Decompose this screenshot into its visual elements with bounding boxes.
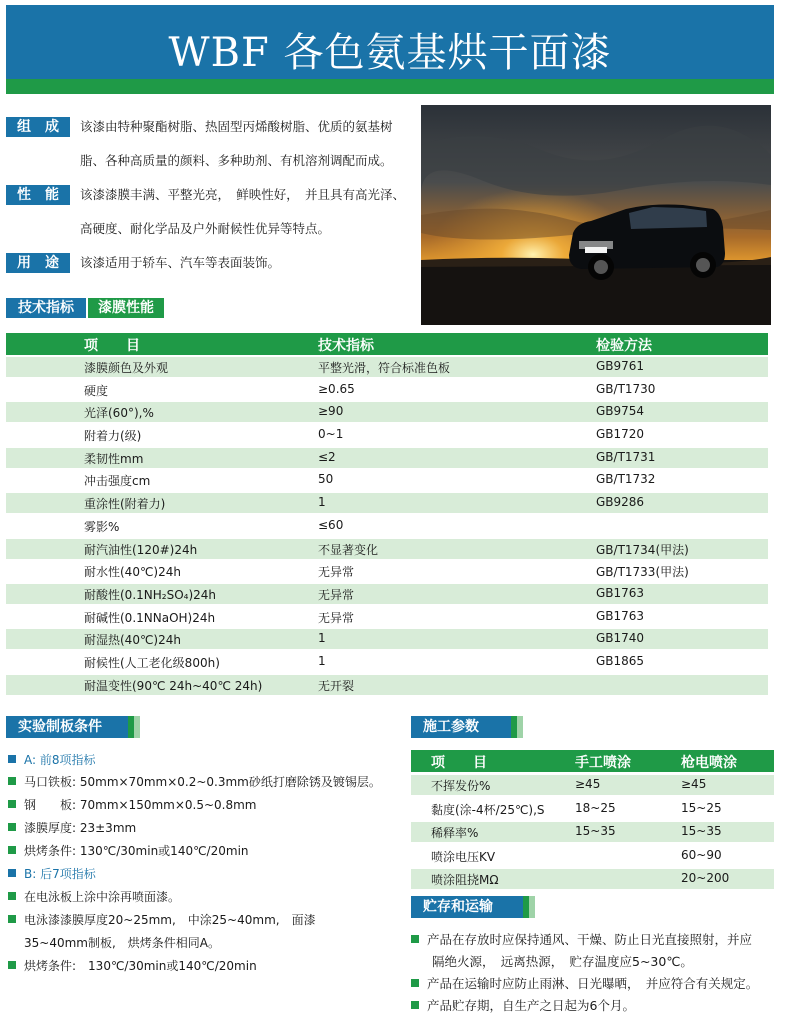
spec-cell-method: GB/T1730 xyxy=(596,381,656,396)
spec-cell-method: GB1763 xyxy=(596,585,645,600)
spec-cell-item: 耐汽油性(120#)24h xyxy=(84,542,198,557)
bullet-square-icon xyxy=(411,1001,419,1009)
spec-header-method: 检验方法 xyxy=(596,338,652,354)
bullet-square-icon xyxy=(8,800,16,808)
spec-cell-method: GB1865 xyxy=(596,653,645,668)
construction-title-accent-light xyxy=(517,716,523,738)
spec-cell-index: ≥0.65 xyxy=(318,381,355,396)
construction-cell-gun: 15~25 xyxy=(681,800,722,815)
spec-cell-method: GB/T1734(甲法) xyxy=(596,542,689,557)
bullet-square-icon xyxy=(8,961,16,969)
construction-section-title: 施工参数 xyxy=(411,716,511,738)
construction-table-row xyxy=(411,822,774,842)
construction-cell-manual: ≥45 xyxy=(575,777,601,791)
spec-cell-item: 附着力(级) xyxy=(84,429,142,444)
lab-b-item: 在电泳板上涂中涂再喷面漆。 xyxy=(8,889,180,905)
lab-a-item: 马口铁板: 50mm×70mm×0.2~0.3mm砂纸打磨除锈及镀锡层。 xyxy=(8,774,381,790)
spec-cell-index: 0~1 xyxy=(318,427,344,442)
construction-header-gun: 枪电喷涂 xyxy=(681,755,737,771)
bullet-square-icon xyxy=(411,935,419,943)
tab-tech-index: 技术指标 xyxy=(6,298,86,318)
lab-b-item: 电泳漆漆膜厚度20~25mm, 中涂25~40mm, 面漆 xyxy=(8,912,316,928)
construction-table-row xyxy=(411,846,774,866)
spec-table-row xyxy=(6,402,768,422)
spec-cell-item: 漆膜颜色及外观 xyxy=(84,361,169,375)
spec-cell-method: GB1720 xyxy=(596,427,645,442)
storage-item: 产品在存放时应保持通风、干燥、防止日光直接照射，并应 xyxy=(411,929,752,951)
lab-b-item-cont: 35~40mm制板, 烘烤条件相同A。 xyxy=(24,936,220,950)
spec-cell-index: 无异常 xyxy=(318,587,355,602)
usage-text: 该漆适用于轿车、汽车等表面装饰。 xyxy=(80,255,281,270)
composition-text: 该漆由特种聚酯树脂、热固型丙烯酸树脂、优质的氨基树 脂、各种高质量的颜料、多种助剂、有机溶剂调配而成。 xyxy=(80,119,393,168)
composition-label: 组 成 xyxy=(6,117,70,137)
bullet-square-icon xyxy=(8,892,16,900)
lab-a-item: 钢 板: 70mm×150mm×0.5~0.8mm xyxy=(8,797,257,813)
spec-cell-item: 耐碱性(0.1NNaOH)24h xyxy=(84,610,216,625)
lab-title-accent-light xyxy=(134,716,140,738)
spec-cell-item: 耐酸性(0.1NH₂SO₄)24h xyxy=(84,587,217,602)
storage-item: 产品在运输时应防止雨淋、日光曝晒， 并应符合有关规定。 xyxy=(411,973,758,995)
construction-table-row xyxy=(411,869,774,889)
spec-cell-index: ≤2 xyxy=(318,449,336,464)
header-green-strip xyxy=(6,79,774,94)
spec-table-header xyxy=(6,333,768,355)
bullet-square-icon xyxy=(8,846,16,854)
construction-cell-item: 喷涂阻挠MΩ xyxy=(431,873,499,887)
spec-cell-item: 光泽(60°),% xyxy=(84,406,154,421)
car-sunset-photo xyxy=(421,105,771,325)
spec-cell-item: 重涂性(附着力) xyxy=(84,497,166,512)
lab-a-title: A: 前8项指标 xyxy=(8,752,96,768)
construction-cell-gun: 15~35 xyxy=(681,824,722,838)
bullet-square-icon xyxy=(8,823,16,831)
construction-table-row xyxy=(411,799,774,819)
spec-cell-index: ≥90 xyxy=(318,404,344,419)
construction-cell-item: 黏度(涂-4杯/25℃),S xyxy=(431,802,545,817)
construction-cell-gun: ≥45 xyxy=(681,777,707,791)
spec-table-row xyxy=(6,607,768,627)
spec-cell-item: 冲击强度cm xyxy=(84,474,151,489)
spec-table-row xyxy=(6,425,768,445)
storage-section-title: 贮存和运输 xyxy=(411,896,523,918)
tab-film-performance: 漆膜性能 xyxy=(88,298,164,318)
lab-b-item: 烘烤条件: 130℃/30min或140℃/20min xyxy=(8,958,257,974)
spec-cell-index: 无开裂 xyxy=(318,678,355,693)
spec-table-row xyxy=(6,675,768,695)
spec-table-row xyxy=(6,629,768,649)
spec-cell-index: ≤60 xyxy=(318,517,344,532)
spec-table-row xyxy=(6,652,768,672)
construction-cell-item: 不挥发份% xyxy=(431,779,491,793)
spec-cell-item: 雾影% xyxy=(84,519,120,534)
spec-table-row xyxy=(6,380,768,400)
construction-cell-gun: 20~200 xyxy=(681,871,730,885)
spec-table-row xyxy=(6,357,768,377)
car-photo-illustration xyxy=(421,105,771,325)
spec-cell-method: GB/T1732 xyxy=(596,472,656,487)
lab-a-item: 烘烤条件: 130℃/30min或140℃/20min xyxy=(8,843,249,859)
spec-table-row xyxy=(6,584,768,604)
bullet-square-icon xyxy=(8,869,16,877)
construction-cell-item: 稀释率% xyxy=(431,826,479,840)
spec-cell-method: GB9761 xyxy=(596,359,645,373)
spec-cell-item: 耐湿热(40℃)24h xyxy=(84,633,181,648)
spec-header-index: 技术指标 xyxy=(318,338,374,354)
spec-table-row xyxy=(6,448,768,468)
spec-cell-method: GB1763 xyxy=(596,608,645,623)
spec-cell-method: GB1740 xyxy=(596,631,645,646)
performance-text: 该漆漆膜丰满、平整光亮， 鲜映性好， 并且具有高光泽、 高硬度、耐化学品及户外耐候性优异等特点。 xyxy=(80,187,406,236)
bullet-square-icon xyxy=(8,915,16,923)
spec-cell-item: 耐温变性(90℃ 24h~40℃ 24h) xyxy=(84,678,263,693)
bullet-square-icon xyxy=(8,755,16,763)
spec-cell-method: GB9286 xyxy=(596,495,645,510)
spec-cell-item: 柔韧性mm xyxy=(84,451,144,466)
construction-cell-item: 喷涂电压KV xyxy=(431,849,496,864)
spec-cell-index: 1 xyxy=(318,631,326,646)
spec-cell-index: 1 xyxy=(318,653,326,668)
spec-cell-index: 50 xyxy=(318,472,334,487)
construction-cell-manual: 18~25 xyxy=(575,800,616,815)
storage-item: 产品贮存期，自生产之日起为6个月。 xyxy=(411,995,635,1017)
spec-table-row xyxy=(6,470,768,490)
header-banner xyxy=(6,5,774,79)
construction-table-row xyxy=(411,775,774,795)
construction-cell-manual: 15~35 xyxy=(575,824,616,838)
spec-table-body xyxy=(6,357,768,697)
spec-cell-method: GB9754 xyxy=(596,404,645,419)
storage-title-accent-light xyxy=(529,896,535,918)
spec-cell-index: 无异常 xyxy=(318,610,355,625)
spec-cell-method: GB/T1733(甲法) xyxy=(596,565,689,580)
spec-cell-index: 无异常 xyxy=(318,565,355,580)
spec-table-row xyxy=(6,516,768,536)
spec-cell-method: GB/T1731 xyxy=(596,449,656,464)
spec-header-item: 项 目 xyxy=(84,338,140,354)
spec-table-row xyxy=(6,493,768,513)
bullet-square-icon xyxy=(8,777,16,785)
spec-cell-index: 不显著变化 xyxy=(318,542,379,557)
construction-table-header xyxy=(411,750,774,772)
spec-table-row xyxy=(6,539,768,559)
lab-b-title: B: 后7项指标 xyxy=(8,866,96,882)
construction-header-item: 项 目 xyxy=(431,755,487,771)
spec-cell-index: 1 xyxy=(318,495,326,510)
construction-header-manual: 手工喷涂 xyxy=(575,755,631,771)
page-title: WBF 各色氨基烘干面漆 xyxy=(168,30,612,76)
performance-label: 性 能 xyxy=(6,185,70,205)
spec-cell-item: 硬度 xyxy=(84,383,109,398)
spec-cell-item: 耐候性(人工老化级800h) xyxy=(84,655,220,670)
spec-cell-index: 平整光滑，符合标准色板 xyxy=(318,361,451,375)
bullet-square-icon xyxy=(411,979,419,987)
lab-a-item: 漆膜厚度: 23±3mm xyxy=(8,820,136,836)
usage-label: 用 途 xyxy=(6,253,70,273)
lab-section-title: 实验制板条件 xyxy=(6,716,128,738)
spec-cell-item: 耐水性(40℃)24h xyxy=(84,565,181,580)
construction-cell-gun: 60~90 xyxy=(681,847,722,862)
spec-table-row xyxy=(6,561,768,581)
storage-item-cont: 隔绝火源， 远离热源， 贮存温度应5~30℃。 xyxy=(432,954,693,969)
